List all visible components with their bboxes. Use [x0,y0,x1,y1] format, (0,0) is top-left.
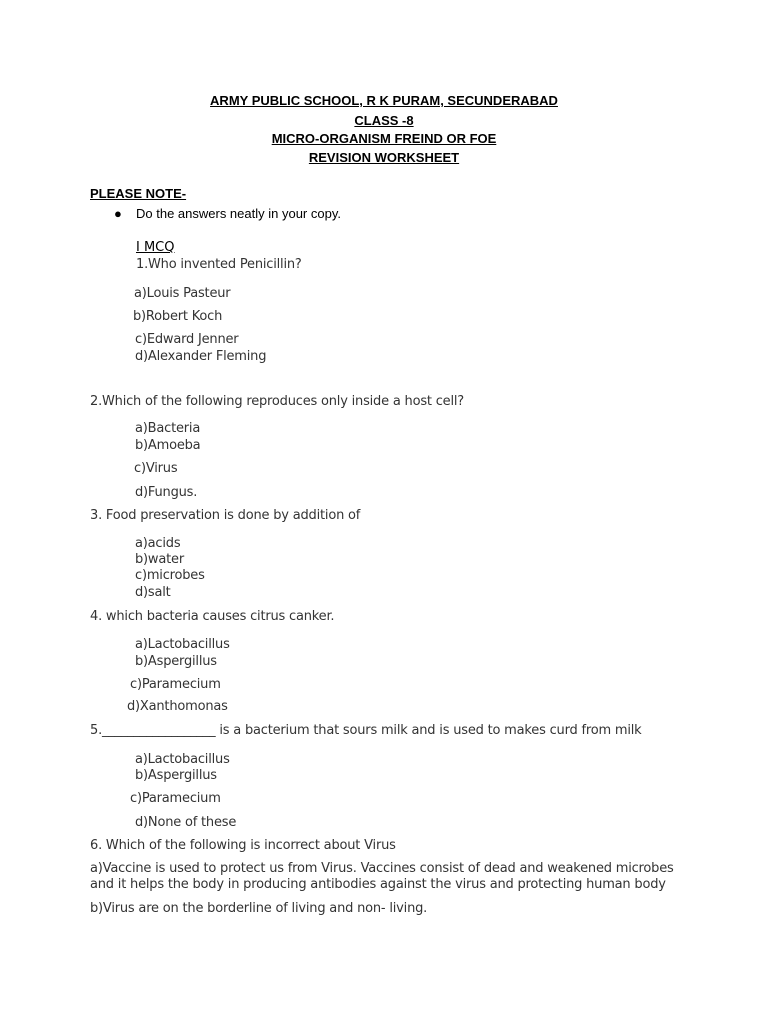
worksheet-title: REVISION WORKSHEET [308,150,460,165]
q5-option-b: b)Aspergillus [135,768,217,783]
question-5: 5.__________________ is a bacterium that sours milk and is used to makes curd from milk [90,723,642,738]
q4-option-c: c)Paramecium [130,677,221,692]
note-item: Do the answers neatly in your copy. [136,206,341,221]
q4-option-d: d)Xanthomonas [127,699,228,714]
q4-option-b: b)Aspergillus [135,654,217,669]
question-1: 1.Who invented Penicillin? [136,257,302,272]
q5-option-d: d)None of these [135,815,237,830]
bullet-icon: ● [114,206,122,221]
q3-option-b: b)water [135,552,184,567]
q3-option-a: a)acids [135,536,181,551]
q2-option-c: c)Virus [134,461,178,476]
q6-option-a: a)Vaccine is used to protect us from Virus. Vaccines consist of dead and weakened microbes and it helps the body in producing antibodies against the virus and protecting human body [90,861,674,892]
q3-option-c: c)microbes [135,568,205,583]
q2-option-d: d)Fungus. [135,485,198,500]
q4-option-a: a)Lactobacillus [135,637,230,652]
q2-option-b: b)Amoeba [135,438,201,453]
note-heading: PLEASE NOTE- [90,186,187,201]
q1-option-a: a)Louis Pasteur [134,286,231,301]
question-6: 6. Which of the following is incorrect about Virus [90,838,396,853]
q2-option-a: a)Bacteria [135,421,201,436]
question-4: 4. which bacteria causes citrus canker. [90,609,335,624]
topic-title: MICRO-ORGANISM FREIND OR FOE [271,131,497,146]
q5-option-a: a)Lactobacillus [135,752,230,767]
q6-option-b: b)Virus are on the borderline of living and non- living. [90,901,428,916]
question-3: 3. Food preservation is done by addition of [90,508,361,523]
class-label: CLASS -8 [354,113,414,128]
q1-option-c: c)Edward Jenner [135,332,239,347]
q3-option-d: d)salt [135,585,171,600]
question-2: 2.Which of the following reproduces only inside a host cell? [90,394,465,409]
school-name: ARMY PUBLIC SCHOOL, R K PURAM, SECUNDERABAD [210,93,558,108]
q1-option-d: d)Alexander Fleming [135,349,267,364]
q1-option-b: b)Robert Koch [133,309,223,324]
section-heading: I MCQ [136,240,175,255]
q5-option-c: c)Paramecium [130,791,221,806]
